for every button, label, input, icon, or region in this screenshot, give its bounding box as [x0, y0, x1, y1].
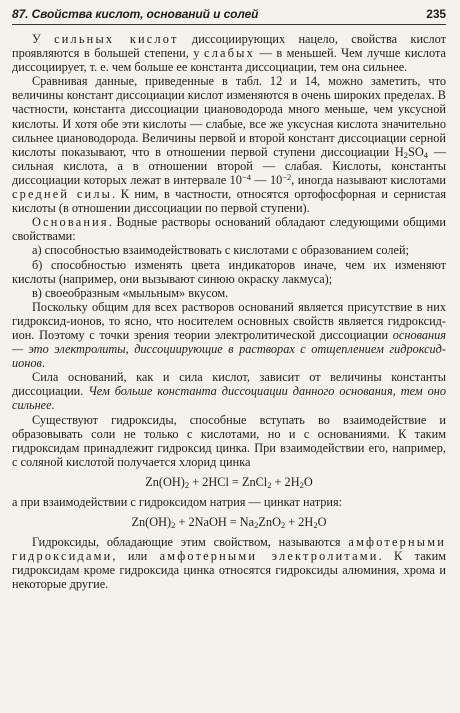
equation-zinc-hydroxide-hcl: $Zn(OH)_2 + 2HCl$ = ZnCl$_2$ + $2H_2O$ [145, 474, 313, 490]
paragraph-dissociation-constants: Сравнивая данные, приведенные в табл. 12 и 14, можно заметить, что величины констант диссоциации кислот изменяются в очень широких пределах. В частности, константа диссоциации циановодорода много меньше, чем уксусной кислоты. И хотя обе эти кислоты — слабые, все же уксусная кислота значительно сильнее циановодорода. Величины первой и второй констант диссоциации серной кислоты показывают, что в отношении первой ступени диссоциации $H_2SO_4$ — сильная кислота, а в отношении второй — слабая. Кислоты, константы диссоциации которых лежат в интервале $10^{-4}$ — $10^{-2}$, иногда называют кислотами средней силы. К ним, в частности, относятся ортофосфорная и сернистая кислоты (в отношении диссоциации по первой ступени). [12, 74, 446, 216]
page-number: 235 [426, 7, 446, 21]
italic-definition: основания — это электролиты, диссоциирующие в растворах с отщеплением гидроксид-ионов [12, 327, 446, 371]
paragraph-bases-intro: Основания. Водные растворы оснований обладают следующими общими свойствами: [12, 215, 446, 244]
running-header [12, 4, 446, 25]
paragraph-amphoteric-hydroxides: Гидроксиды, обладающие этим свойством, называются амфотерными гидроксидами, или амфотерными электролитами. К таким гидроксидам кроме гидроксида цинка относятся гидроксиды алюминия, хрома и некоторые другие. [12, 535, 446, 592]
section-title: 87. Свойства кислот, оснований и солей [12, 7, 259, 21]
spaced-term-strong-acids: сильных кислот [54, 32, 179, 46]
spaced-term-weak: слабых [204, 46, 255, 61]
paragraph-hydroxide-ions: Поскольку общим для всех растворов оснований является присутствие в них гидроксид-ионов, то ясно, что носителем основных свойств является гидроксид-ион. Поэтому с точки зрения теории электролитической диссоциации основания — это электролиты, диссоциирующие в растворах с отщеплением гидроксид-ионов. [12, 299, 446, 371]
spaced-term-amphoteric-electrolytes: амфотерными электролитами [159, 549, 379, 564]
italic-statement: Чем больше константа диссоциации данного основания, тем оно сильнее. [12, 384, 446, 413]
list-item: в) своеобразным «мыльным» вкусом. [32, 285, 229, 300]
list-item: а) способностью взаимодействовать с кислотами с образованием солей; [32, 243, 410, 258]
paragraph-strong-weak-acids: У сильных кислот диссоциирующих нацело, свойства кислот проявляются в большей степени, у слабых — в меньшей. Чем лучше кислота диссоциирует, т. е. чем больше ее константа диссоциации, тем она сильнее. [12, 32, 447, 75]
spaced-term-bases: Основания [32, 215, 109, 230]
paragraph-base-strength: Сила оснований, как и сила кислот, зависит от величины константы диссоциации. Чем больше константа диссоциации данного основания, тем оно сильнее. [12, 370, 446, 413]
spaced-term-amphoteric-hydroxides: амфотерными гидроксидами [12, 535, 446, 564]
equation-zinc-hydroxide-naoh: $Zn(OH)_2$ + 2NaOH = $Na_2ZnO_2 + 2H_2O$ [131, 515, 327, 530]
paragraph-amphoteric-intro: Существуют гидроксиды, способные вступать во взаимодействие и образовывать соли не только с кислотами, но и с основаниями. К таким гидроксидам принадлежит гидроксид цинка. При взаимодействии его, например, с соляной кислотой получается хлорид цинка [12, 412, 446, 469]
spaced-term-medium-strength: средней силы [12, 187, 113, 202]
list-item: б) способностью изменять цвета индикаторов иначе, чем их изменяют кислоты (например, они вызывают синюю окраску лакмуса); [12, 257, 446, 286]
paragraph-sodium-zincate: а при взаимодействии с гидроксидом натрия — цинкат натрия: [12, 494, 343, 509]
